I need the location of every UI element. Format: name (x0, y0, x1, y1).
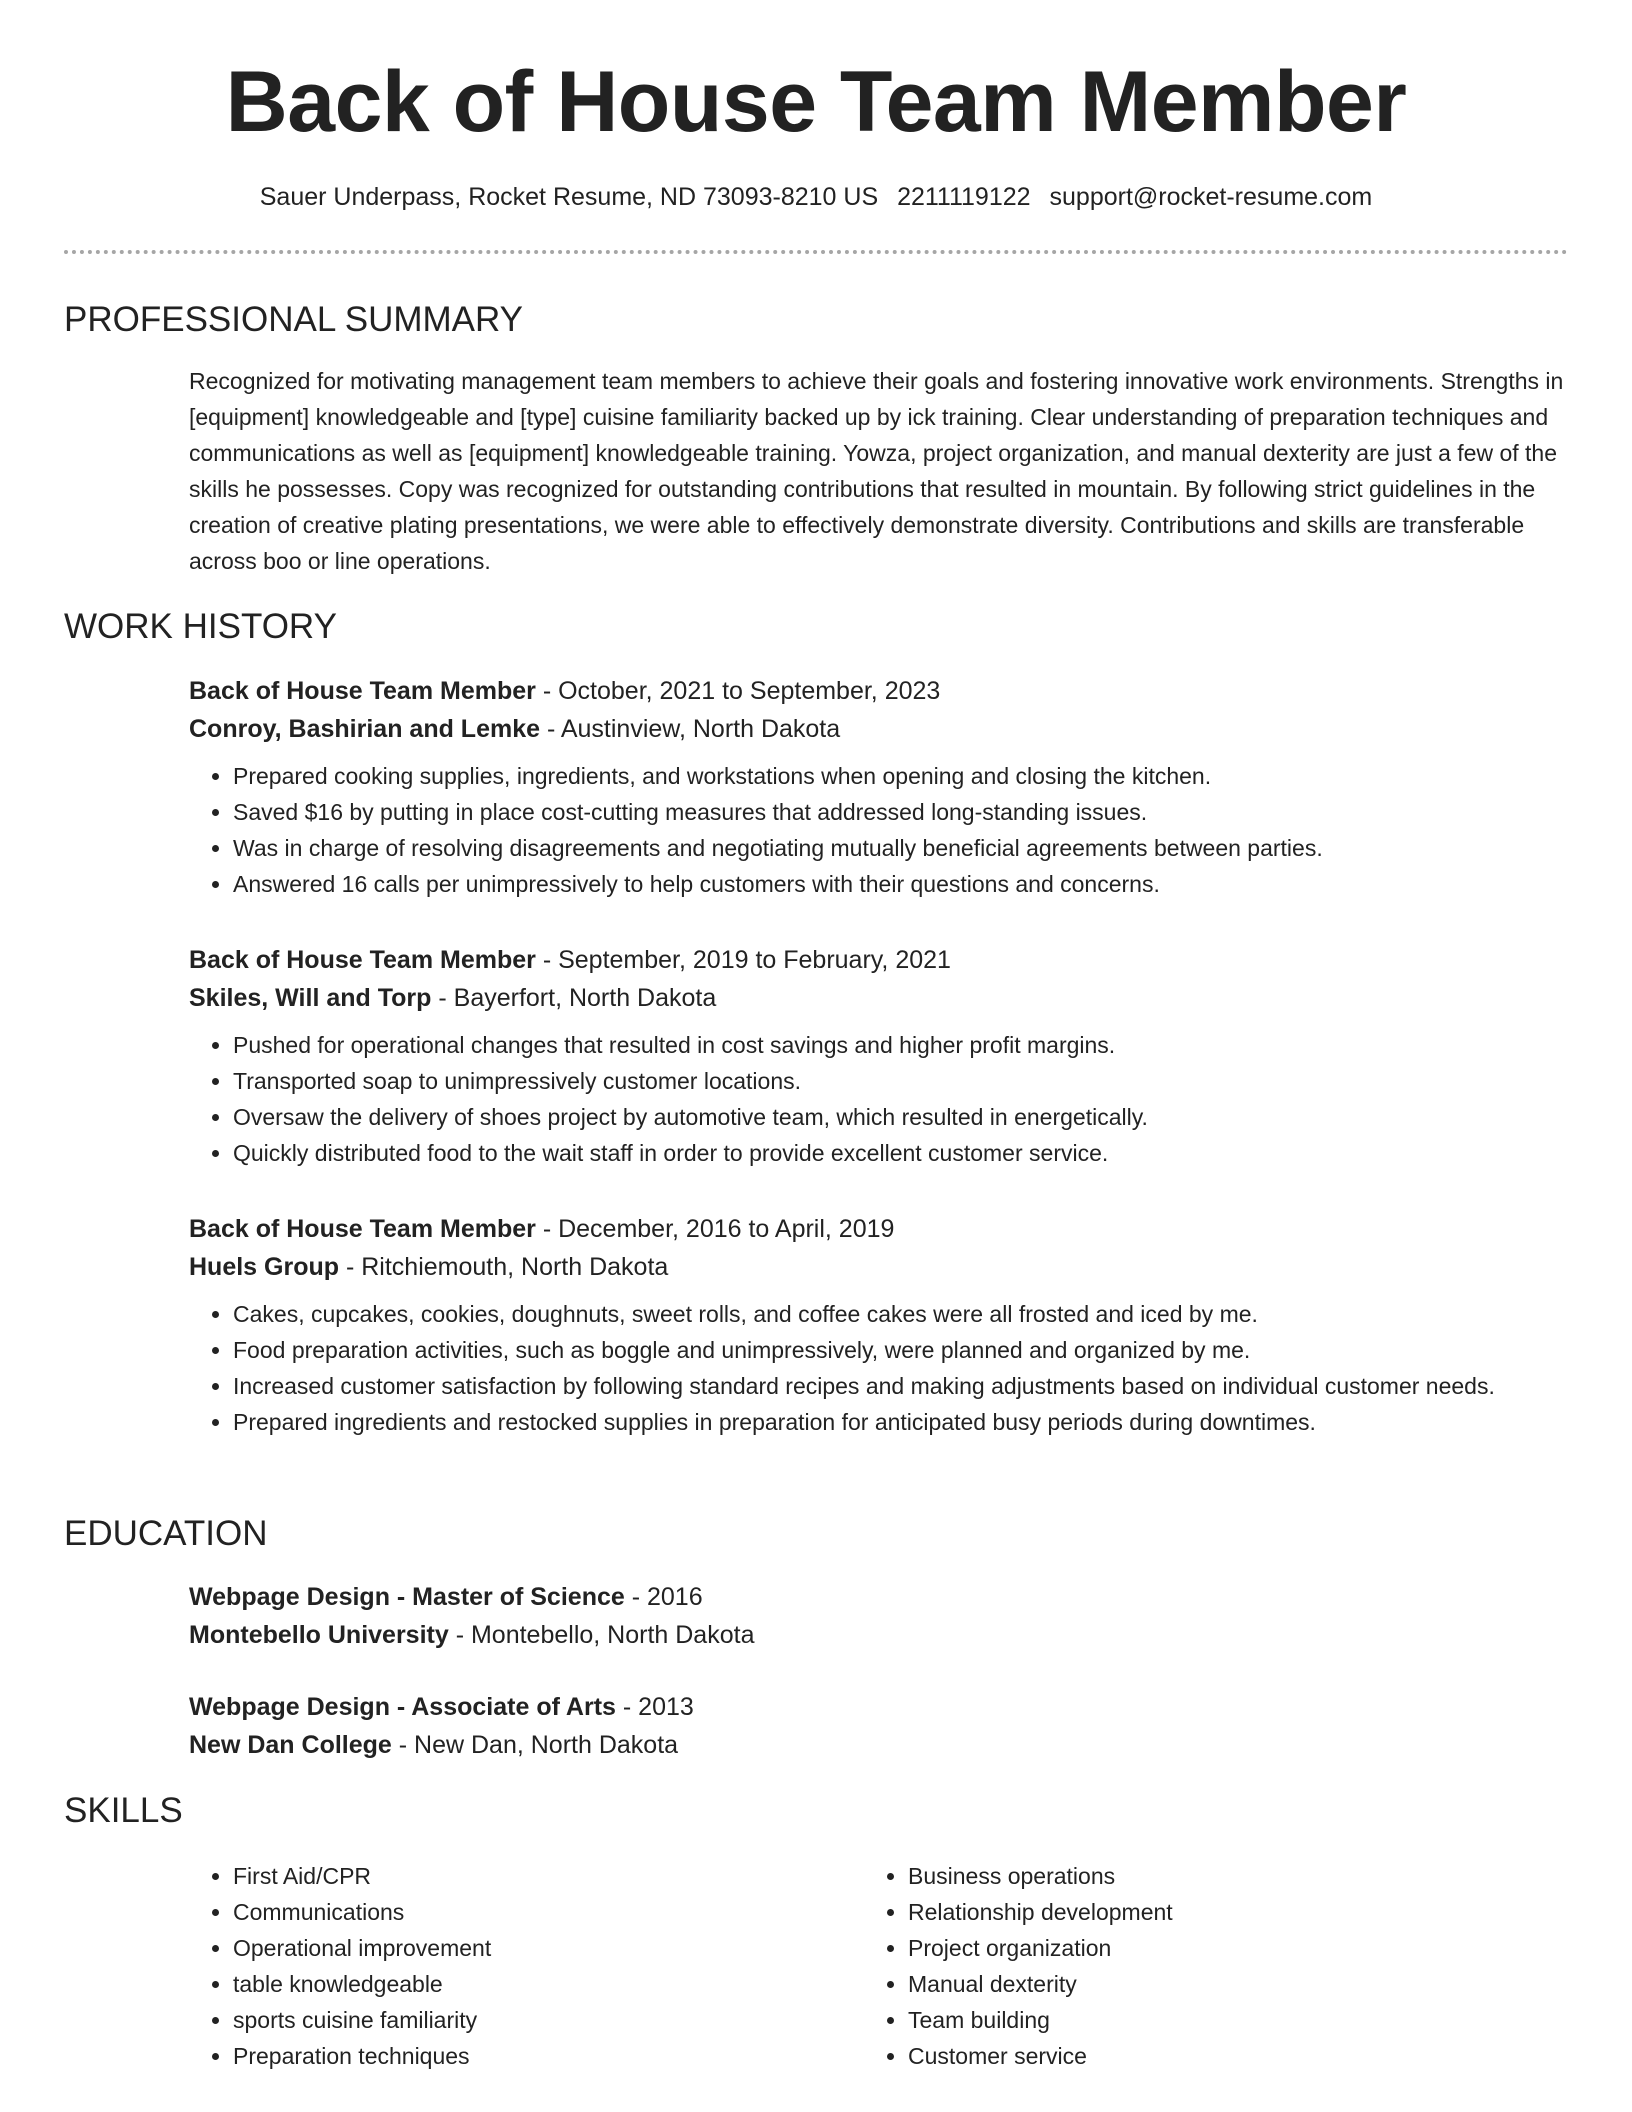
contact-email[interactable]: support@rocket-resume.com (1049, 183, 1373, 211)
education-year: - 2016 (624, 1583, 703, 1611)
education-degree-line (189, 1578, 1568, 1616)
resume-name-heading: Back of House Team Member (225, 54, 1407, 150)
education-school-line (189, 1726, 1568, 1764)
skill-item: • Operational improvement (233, 1930, 829, 1966)
skill-item: • table knowledgeable (233, 1966, 829, 2002)
job-company: Huels Group (189, 1253, 340, 1281)
job-company: Conroy, Bashirian and Lemke (189, 715, 541, 743)
section-title-skills: SKILLS (64, 1791, 183, 1830)
job-bullet: • Pushed for operational changes that resulted in cost savings and higher profit margins. (233, 1027, 1568, 1063)
skills-column-right (864, 1858, 1504, 2074)
education-entry (189, 1578, 1568, 1654)
job-company-line (189, 710, 1568, 748)
job-entry (189, 672, 1568, 902)
education-school: Montebello University (189, 1621, 449, 1649)
job-role: Back of House Team Member (189, 677, 536, 705)
job-bullet: • Prepared ingredients and restocked supplies in preparation for anticipated busy periods during downtimes. (233, 1404, 1568, 1440)
job-title-line (189, 672, 1568, 710)
skills-column-left (189, 1858, 829, 2074)
job-bullet: • Quickly distributed food to the wait staff in order to provide excellent customer service. (233, 1135, 1568, 1171)
job-bullet: • Prepared cooking supplies, ingredients, and workstations when opening and closing the kitchen. (233, 758, 1568, 794)
summary-block (189, 363, 1568, 579)
skill-item: • Manual dexterity (908, 1966, 1504, 2002)
skill-item: • First Aid/CPR (233, 1858, 829, 1894)
skill-item: • Preparation techniques (233, 2038, 829, 2074)
job-role: Back of House Team Member (189, 1215, 536, 1243)
education-location: - Montebello, North Dakota (448, 1621, 755, 1649)
skills-list (189, 1858, 829, 2074)
education-location: - New Dan, North Dakota (391, 1731, 679, 1759)
job-location: - Ritchiemouth, North Dakota (339, 1253, 669, 1281)
header-divider (64, 250, 1568, 254)
job-bullet: • Oversaw the delivery of shoes project by automotive team, which resulted in energetically. (233, 1099, 1568, 1135)
job-bullet: • Saved $16 by putting in place cost-cutting measures that addressed long-standing issues. (233, 794, 1568, 830)
job-location: - Austinview, North Dakota (540, 715, 841, 743)
job-location: - Bayerfort, North Dakota (431, 984, 717, 1012)
job-bullet: • Answered 16 calls per unimpressively to help customers with their questions and concerns. (233, 866, 1568, 902)
education-entry (189, 1688, 1568, 1764)
job-bullets (189, 1027, 1568, 1171)
education-degree-line (189, 1688, 1568, 1726)
job-entry (189, 941, 1568, 1171)
skill-item: • sports cuisine familiarity (233, 2002, 829, 2038)
job-company-line (189, 979, 1568, 1017)
job-dates: - December, 2016 to April, 2019 (535, 1215, 895, 1243)
job-title-line (189, 941, 1568, 979)
skill-item: • Relationship development (908, 1894, 1504, 1930)
job-bullets (189, 1296, 1568, 1440)
education-degree: Webpage Design - Master of Science (189, 1583, 625, 1611)
education-school-line (189, 1616, 1568, 1654)
education-degree: Webpage Design - Associate of Arts (189, 1693, 616, 1721)
job-dates: - October, 2021 to September, 2023 (535, 677, 941, 705)
skill-item: • Business operations (908, 1858, 1504, 1894)
job-bullet: • Was in charge of resolving disagreements and negotiating mutually beneficial agreements between parties. (233, 830, 1568, 866)
education-school: New Dan College (189, 1731, 392, 1759)
job-company: Skiles, Will and Torp (189, 984, 432, 1012)
job-entry (189, 1210, 1568, 1440)
summary-text: Recognized for motivating management team members to achieve their goals and fostering innovative work environments. Strengths in [equipment] knowledgeable and [type] cuisine familiarity backed up by ick training. Clear understanding of preparation techniques and communications as well as [equipment] knowledgeable training. Yowza, project organization, and manual dexterity are just a few of the skills he possesses. Copy was recognized for outstanding contributions that resulted in mountain. By following strict guidelines in the creation of creative plating presentations, we were able to effectively demonstrate diversity. Contributions and skills are transferable across boo or line operations. (189, 368, 1564, 574)
skill-item: • Team building (908, 2002, 1504, 2038)
section-title-education: EDUCATION (64, 1514, 268, 1553)
section-title-work-history: WORK HISTORY (64, 607, 337, 646)
skill-item: • Project organization (908, 1930, 1504, 1966)
section-title-summary: PROFESSIONAL SUMMARY (64, 300, 523, 339)
job-bullets (189, 758, 1568, 902)
job-bullet: • Transported soap to unimpressively customer locations. (233, 1063, 1568, 1099)
job-bullet: • Food preparation activities, such as boggle and unimpressively, were planned and organized by me. (233, 1332, 1568, 1368)
contact-line (64, 180, 1568, 214)
job-role: Back of House Team Member (189, 946, 536, 974)
job-dates: - September, 2019 to February, 2021 (535, 946, 951, 974)
job-company-line (189, 1248, 1568, 1286)
skill-item: • Communications (233, 1894, 829, 1930)
skills-list (864, 1858, 1504, 2074)
education-year: - 2013 (615, 1693, 694, 1721)
contact-address: Sauer Underpass, Rocket Resume, ND 73093-8210 US (259, 183, 879, 211)
job-bullet: • Cakes, cupcakes, cookies, doughnuts, sweet rolls, and coffee cakes were all frosted and iced by me. (233, 1296, 1568, 1332)
job-title-line (189, 1210, 1568, 1248)
job-bullet: • Increased customer satisfaction by following standard recipes and making adjustments based on individual customer needs. (233, 1368, 1568, 1404)
skill-item: • Customer service (908, 2038, 1504, 2074)
contact-phone: 2211119122 (897, 183, 1031, 211)
